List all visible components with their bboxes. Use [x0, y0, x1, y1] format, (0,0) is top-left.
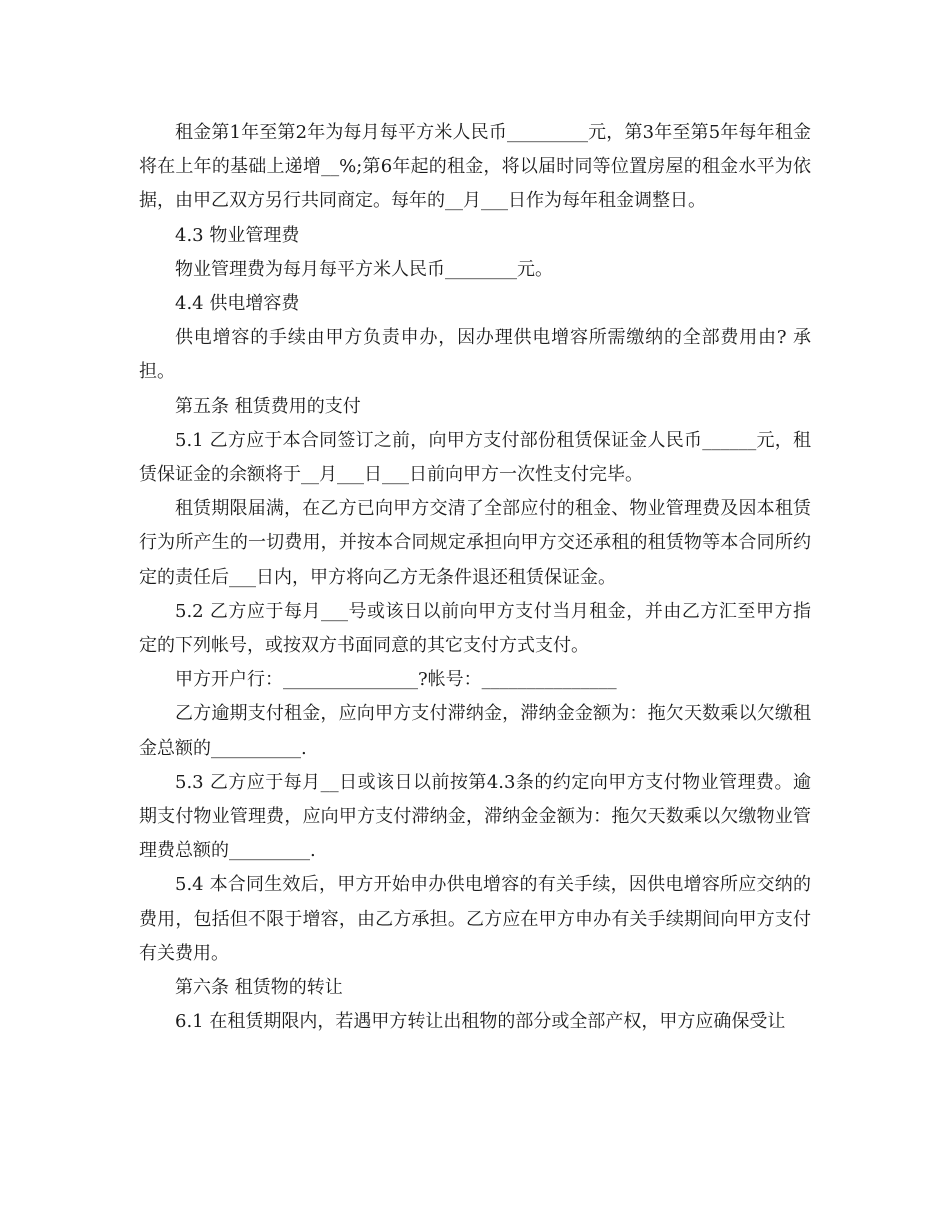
paragraph-5-3-property-fee-payment: 5.3 乙方应于每月__日或该日以前按第4.3条的约定向甲方支付物业管理费。逾期支付物业管理费，应向甲方支付滞纳金，滞纳金金额为：拖欠天数乘以欠缴物业管理费总额的_________. [139, 771, 811, 862]
paragraph-6-1-transfer: 6.1 在租赁期限内，若遇甲方转让出租物的部分或全部产权，甲方应确保受让 [175, 1011, 786, 1033]
paragraph-deposit-refund: 租赁期限届满，在乙方已向甲方交清了全部应付的租金、物业管理费及因本租赁行为所产生的一切费用，并按本合同规定承担向甲方交还承租的租赁物等本合同所约定的责任后___日内，甲方将向乙方无条件退还租赁保证金。 [139, 498, 811, 588]
paragraph-rent-schedule: 租金第1年至第2年为每月每平方米人民币_________元，第3年至第5年每年租金将在上年的基础上递增__%;第6年起的租金，将以届时同等位置房屋的租金水平为依据，由甲乙双方另行共同商定。每年的__月___日作为每年租金调整日。 [139, 122, 811, 212]
heading-4-4-power-capacity-fee: 4.4 供电增容费 [175, 293, 300, 315]
paragraph-power-capacity-fee: 供电增容的手续由甲方负责申办，因办理供电增容所需缴纳的全部费用由? 承担。 [139, 327, 811, 383]
paragraph-5-4-power-capacity: 5.4 本合同生效后，甲方开始申办供电增容的有关手续，因供电增容所应交纳的费用，包括但不限于增容，由乙方承担。乙方应在甲方申办有关手续期间向甲方支付有关费用。 [139, 874, 811, 964]
document-body [139, 116, 811, 1039]
paragraph-5-1-deposit: 5.1 乙方应于本合同签订之前，向甲方支付部份租赁保证金人民币______元，租赁保证金的余额将于__月___日___日前向甲方一次性支付完毕。 [139, 429, 811, 486]
paragraph-5-2-monthly-rent: 5.2 乙方应于每月___号或该日以前向甲方支付当月租金，并由乙方汇至甲方指定的下列帐号，或按双方书面同意的其它支付方式支付。 [139, 600, 811, 657]
heading-4-3-property-fee: 4.3 物业管理费 [175, 224, 300, 246]
heading-article-6-transfer: 第六条 租赁物的转让 [175, 977, 343, 999]
paragraph-bank-account: 甲方开户行：_______________?帐号：_______________ [175, 669, 617, 691]
paragraph-property-fee: 物业管理费为每月每平方米人民币________元。 [175, 258, 553, 280]
heading-article-5-payment: 第五条 租赁费用的支付 [175, 395, 361, 417]
paragraph-rent-late-fee: 乙方逾期支付租金，应向甲方支付滞纳金，滞纳金金额为：拖欠天数乘以欠缴租金总额的__________. [139, 703, 811, 759]
